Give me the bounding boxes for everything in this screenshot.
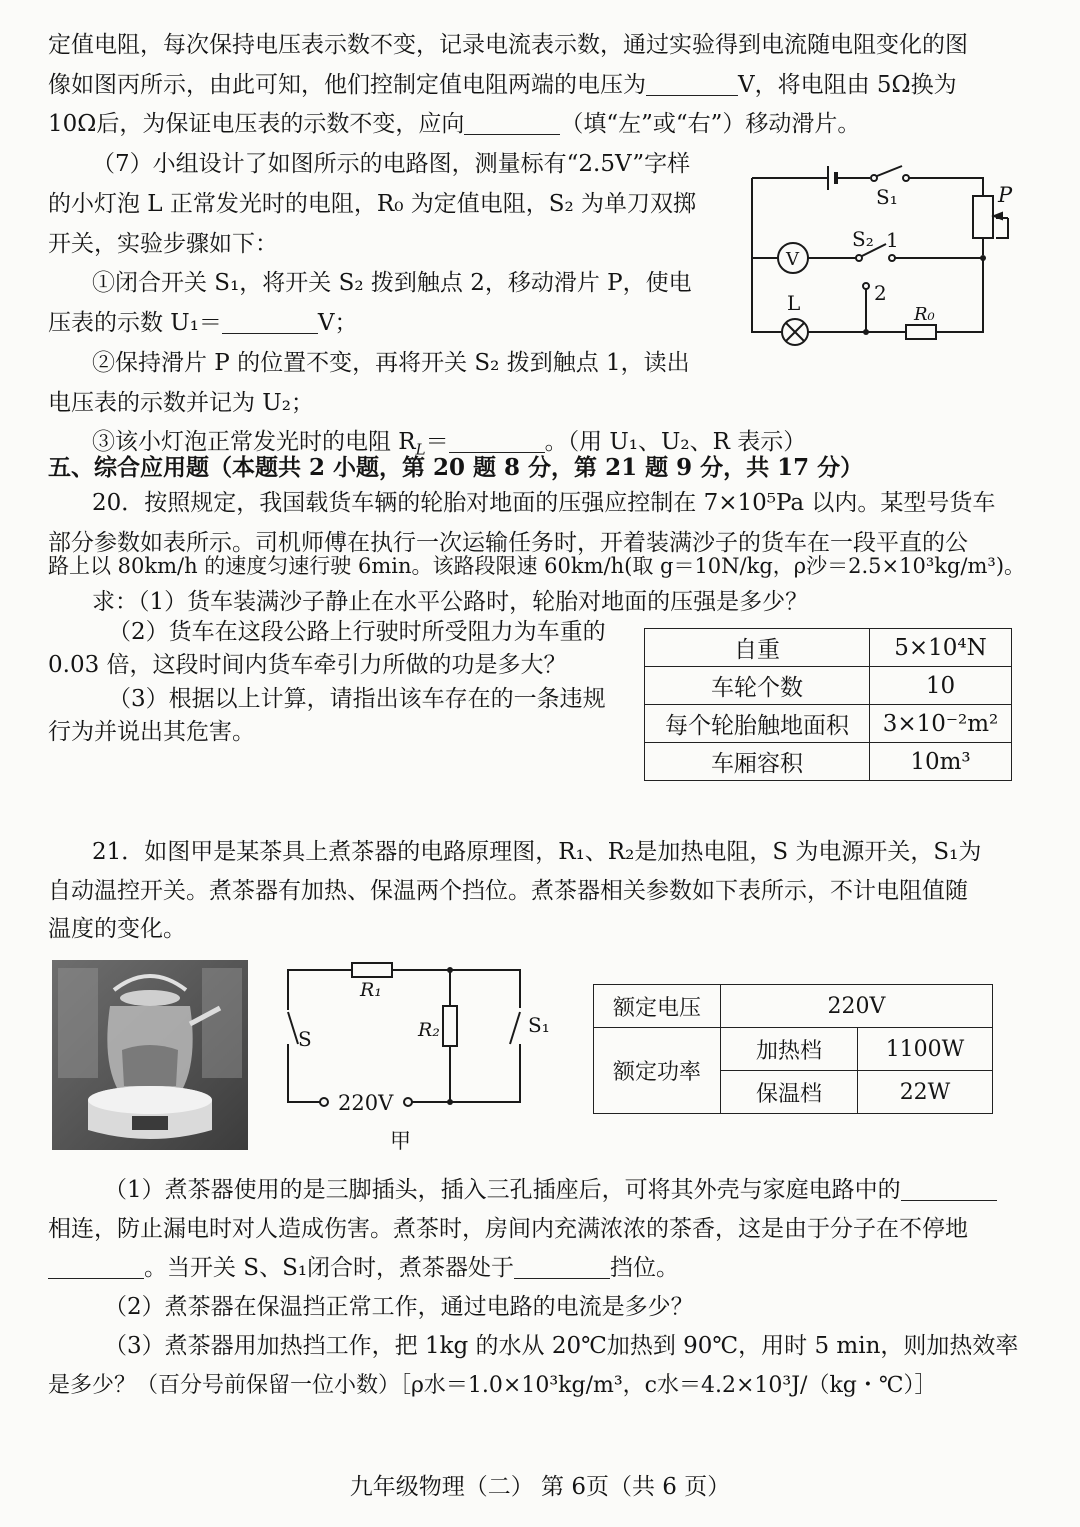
text-line: （2）煮茶器在保温挡正常工作，通过电路的电流是多少？ [104, 1294, 694, 1320]
text-line: ①闭合开关 S₁，将开关 S₂ 拨到触点 2，移动滑片 P，使电 [92, 270, 692, 296]
text-line: （7）小组设计了如图所示的电路图，测量标有“2.5V”字样 [92, 151, 691, 177]
section-heading: 五、综合应用题（本题共 2 小题，第 20 题 8 分，第 21 题 9 分，共 17 分） [48, 454, 864, 481]
label-s: S [298, 1027, 312, 1051]
table-row: 自重 5×10⁴N [645, 629, 1012, 667]
text-line: （3）煮茶器用加热挡工作，把 1kg 的水从 20℃加热到 90℃，用时 5 min，则加热效率 [104, 1333, 1019, 1359]
text-line: 行为并说出其危害。 [48, 719, 255, 745]
figure-caption: 甲 [390, 1129, 411, 1153]
tea-maker-photo [52, 960, 248, 1150]
label-s2: S₂ [852, 227, 874, 251]
text-line: （1）煮茶器使用的是三脚插头，插入三孔插座后，可将其外壳与家庭电路中的 [104, 1175, 997, 1205]
text-line: 像如图丙所示，由此可知，他们控制定值电阻两端的电压为 V，将电阻由 5Ω换为 [48, 72, 957, 98]
text-line: ③该小灯泡正常发光时的电阻 $R_L=$ 。（用 U₁、U₂、R 表示） [92, 429, 807, 459]
answer-blank[interactable] [449, 428, 545, 453]
text-line: 的小灯泡 L 正常发光时的电阻，R₀ 为定值电阻，S₂ 为单刀双掷 [48, 191, 697, 217]
text-line: 21．如图甲是某茶具上煮茶器的电路原理图，R₁、R₂是加热电阻，S 为电源开关，S₁为 [92, 839, 982, 865]
label-r0: R₀ [914, 304, 935, 325]
answer-blank[interactable] [646, 71, 738, 96]
table-row: 每个轮胎触地面积 3×10⁻²m² [645, 705, 1012, 743]
text-line: 定值电阻，每次保持电压表示数不变，记录电流表示数，通过实验得到电流随电阻变化的图 [48, 32, 968, 58]
label-contact-1: 1 [886, 228, 899, 252]
table-row: 车轮个数 10 [645, 667, 1012, 705]
circuit-diagram-jia [280, 958, 570, 1158]
label-voltmeter: V [786, 249, 799, 270]
text-line: 求：（1）货车装满沙子静止在水平公路时，轮胎对地面的压强是多少？ [92, 589, 809, 615]
text-line: 10Ω后，为保证电压表的示数不变，应向 （填“左”或“右”）移动滑片。 [48, 111, 861, 137]
text-line: 路上以 80km/h 的速度匀速行驶 6min。该路段限速 60km/h(取 g＝10N/kg，ρ沙＝2.5×10³kg/m³)。 [48, 554, 1026, 578]
label-s1: S₁ [876, 185, 898, 209]
label-r2: R₂ [418, 1019, 440, 1041]
text-line: 开关，实验步骤如下： [48, 231, 278, 257]
label-r1: R₁ [360, 979, 382, 1001]
answer-blank[interactable] [464, 110, 560, 135]
label-contact-2: 2 [874, 281, 887, 305]
label-220v: 220V [338, 1091, 394, 1115]
answer-blank[interactable] [514, 1254, 610, 1279]
text-line: （2）货车在这段公路上行驶时所受阻力为车重的 [108, 619, 606, 645]
text-line: 温度的变化。 [48, 916, 186, 942]
truck-parameter-table [644, 628, 1012, 781]
label-s1: S₁ [528, 1013, 550, 1037]
text-line: 是多少？（百分号前保留一位小数）［ρ水＝1.0×10³kg/m³，c水＝4.2×10³J/（kg・℃）］ [48, 1373, 937, 1398]
circuit-diagram-lamp [740, 160, 1040, 360]
text-line: ②保持滑片 P 的位置不变，再将开关 S₂ 拨到触点 1，读出 [92, 350, 690, 376]
text-line: 自动温控开关。煮茶器有加热、保温两个挡位。煮茶器相关参数如下表所示，不计电阻值随 [48, 878, 968, 904]
page-footer: 九年级物理（二） 第 6页（共 6 页） [349, 1474, 731, 1500]
table-row: 额定电压 220V [594, 985, 993, 1028]
answer-blank[interactable] [48, 1254, 144, 1279]
text-line: 20．按照规定，我国载货车辆的轮胎对地面的压强应控制在 7×10⁵Pa 以内。某型号货车 [92, 490, 996, 516]
text-line: （3）根据以上计算，请指出该车存在的一条违规 [108, 686, 606, 712]
answer-blank[interactable] [222, 309, 318, 334]
answer-blank[interactable] [901, 1176, 997, 1201]
label-lamp: L [787, 291, 801, 315]
table-row: 额定功率 加热档 1100W [594, 1028, 993, 1071]
table-row: 保温档 22W [594, 1071, 993, 1114]
table-row: 车厢容积 10m³ [645, 743, 1012, 781]
text-line: 电压表的示数并记为 U₂； [48, 390, 314, 416]
text-line: 。当开关 S、S₁闭合时，煮茶器处于 挡位。 [48, 1253, 679, 1283]
tea-maker-parameter-table [593, 984, 993, 1114]
text-line: 相连，防止漏电时对人造成伤害。煮茶时，房间内充满浓浓的茶香，这是由于分子在不停地 [48, 1216, 968, 1242]
label-p: P [998, 183, 1013, 207]
text-line: 压表的示数 U₁＝ V； [48, 310, 358, 336]
text-line: 部分参数如表所示。司机师傅在执行一次运输任务时，开着装满沙子的货车在一段平直的公 [48, 530, 968, 556]
text-line: 0.03 倍，这段时间内货车牵引力所做的功是多大？ [48, 652, 567, 678]
